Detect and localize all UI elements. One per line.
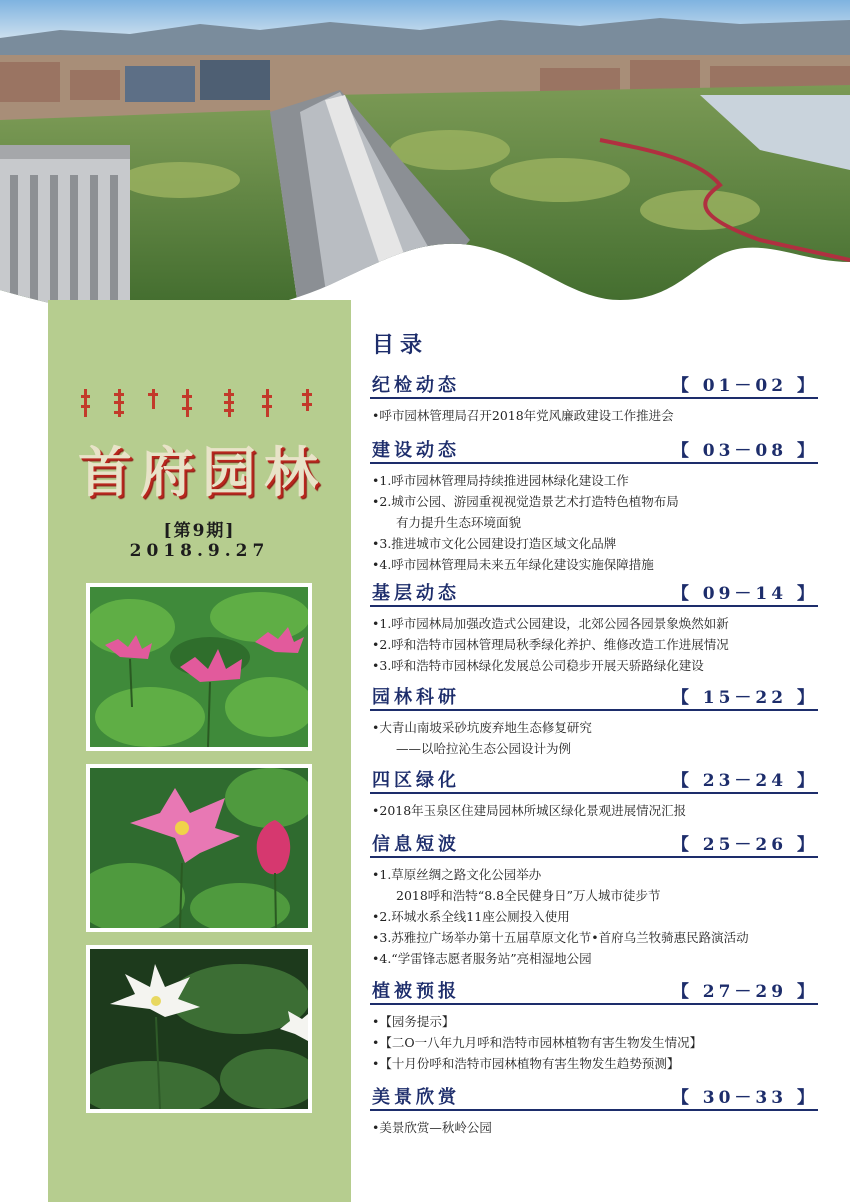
section-title: 信息短波 <box>372 834 460 855</box>
toc-item[interactable]: •1.草原丝绸之路文化公园举办 <box>372 867 542 882</box>
toc-item[interactable]: •大青山南坡采砂坑废弃地生态修复研究 <box>372 720 592 735</box>
toc-item[interactable]: •2.呼和浩特市园林管理局秋季绿化养护、维修改造工作进展情况 <box>372 637 729 652</box>
toc-item[interactable]: •1.呼市园林管理局持续推进园林绿化建设工作 <box>372 473 629 488</box>
issue-date: 2018.9.27 <box>129 541 270 561</box>
aerial-city-photo <box>0 0 850 320</box>
toc-item[interactable]: •3.苏雅拉广场举办第十五届草原文化节•首府乌兰牧骑惠民路演活动 <box>372 930 749 945</box>
section-title: 基层动态 <box>372 583 460 604</box>
toc-section <box>370 683 818 759</box>
toc-section <box>370 830 818 969</box>
section-pages: 【 01－02 】 <box>671 376 818 396</box>
section-pages: 【 15－22 】 <box>671 688 818 708</box>
pink-lotus-closeup-photo <box>86 764 312 932</box>
issue-number: [第9期] <box>163 521 236 541</box>
toc-item[interactable]: •3.推进城市文化公园建设打造区域文化品牌 <box>372 536 617 551</box>
toc-section <box>370 1083 818 1138</box>
section-pages: 【 30－33 】 <box>671 1088 818 1108</box>
toc-heading: 目录 <box>372 332 429 358</box>
section-title: 四区绿化 <box>372 770 460 791</box>
toc-item[interactable]: •4.“学雷锋志愿者服务站”亮相湿地公园 <box>372 951 592 966</box>
magazine-title: 首府园林 <box>78 440 326 504</box>
toc-item[interactable]: •3.呼和浩特市园林绿化发展总公司稳步开展天骄路绿化建设 <box>372 658 704 673</box>
toc-item[interactable]: •2.城市公园、游园重视视觉造景艺术打造特色植物布局 <box>372 494 679 509</box>
section-pages: 【 25－26 】 <box>671 835 818 855</box>
pink-lotus-photo <box>86 583 312 751</box>
toc-item[interactable]: •【二O一八年九月呼和浩特市园林植物有害生物发生情况】 <box>372 1035 703 1050</box>
toc-section <box>370 436 818 575</box>
toc-item-continuation[interactable]: ——以哈拉沁生态公园设计为例 <box>396 741 572 756</box>
section-title: 美景欣赏 <box>372 1087 460 1108</box>
toc-item-continuation[interactable]: 有力提升生态环境面貌 <box>396 515 522 530</box>
toc-item[interactable]: •4.呼市园林管理局未来五年绿化建设实施保障措施 <box>372 557 654 572</box>
section-title: 建设动态 <box>372 440 460 461</box>
toc-item[interactable]: •【十月份呼和浩特市园林植物有害生物发生趋势预测】 <box>372 1056 680 1071</box>
section-pages: 【 03－08 】 <box>671 441 818 461</box>
toc-section <box>370 766 818 821</box>
toc-item-continuation[interactable]: 2018呼和浩特“8.8全民健身日”万人城市徒步节 <box>396 888 661 903</box>
white-lotus-photo <box>86 945 312 1113</box>
section-title: 纪检动态 <box>372 375 460 396</box>
toc-section <box>370 579 818 676</box>
section-title: 园林科研 <box>372 687 460 708</box>
toc-item[interactable]: •美景欣赏—秋岭公园 <box>372 1120 492 1135</box>
toc-section <box>370 371 818 426</box>
toc-item[interactable]: •2.环城水系全线11座公厕投入使用 <box>372 909 570 924</box>
section-pages: 【 27－29 】 <box>671 982 818 1002</box>
mongolian-title <box>78 383 328 423</box>
toc-item[interactable]: •【园务提示】 <box>372 1014 455 1029</box>
section-pages: 【 09－14 】 <box>671 584 818 604</box>
toc-item[interactable]: •2018年玉泉区住建局园林所城区绿化景观进展情况汇报 <box>372 803 687 818</box>
toc-item[interactable]: •呼市园林管理局召开2018年党风廉政建设工作推进会 <box>372 408 674 423</box>
toc-section <box>370 977 818 1074</box>
section-pages: 【 23－24 】 <box>671 771 818 791</box>
toc-item[interactable]: •1.呼市园林局加强改造式公园建设，北郊公园各园景象焕然如新 <box>372 616 729 631</box>
section-title: 植被预报 <box>372 981 460 1002</box>
